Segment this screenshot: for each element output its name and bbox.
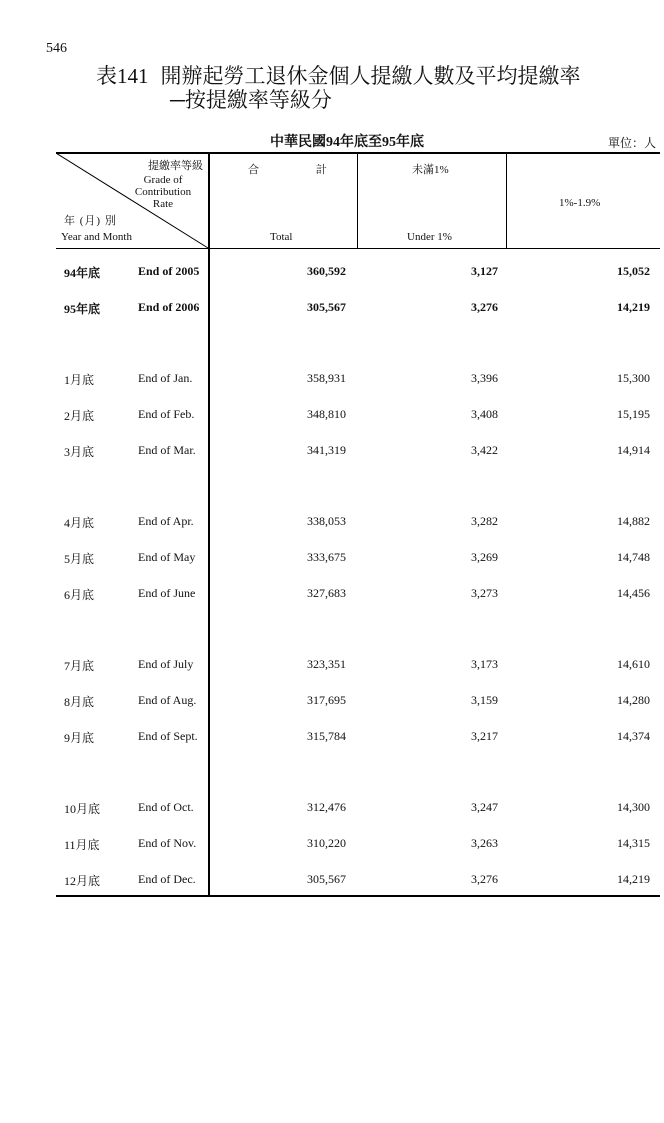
title-main: 開辦起勞工退休金個人提繳人數及平均提繳率 (160, 64, 581, 88)
cell-total: 312,476 (307, 800, 346, 814)
table-title (96, 64, 581, 112)
cell-under-1pct: 3,408 (471, 407, 498, 421)
title-subtitle: ─按提繳率等級分 (170, 88, 332, 112)
cell-1-1.9pct: 14,280 (617, 693, 650, 707)
row-label-zh: 10月底 (64, 802, 101, 816)
row-label-zh: 12月底 (64, 874, 101, 888)
statistics-table (56, 152, 660, 898)
period-caption: 中華民國94年底至95年底 (270, 135, 424, 150)
row-label-en: End of Nov. (138, 836, 197, 850)
cell-total: 305,567 (307, 872, 346, 886)
cell-total: 305,567 (307, 300, 346, 314)
row-label-zh: 5月底 (64, 552, 95, 566)
row-label-zh: 11月底 (64, 838, 100, 852)
cell-1-1.9pct: 14,882 (617, 514, 650, 528)
table-row (56, 371, 660, 389)
table-bottom-rule (56, 895, 660, 897)
table-number: 表141 (96, 64, 149, 88)
cell-under-1pct: 3,269 (471, 550, 498, 564)
cell-1-1.9pct: 14,748 (617, 550, 650, 564)
cell-total: 360,592 (307, 264, 346, 278)
row-label-en: End of Aug. (138, 693, 197, 707)
table-row (56, 443, 660, 461)
table-row (56, 729, 660, 747)
table-row (56, 693, 660, 711)
cell-under-1pct: 3,422 (471, 443, 498, 457)
row-label-zh: 6月底 (64, 588, 95, 602)
header-divider-2 (506, 152, 507, 249)
cell-1-1.9pct: 15,195 (617, 407, 650, 421)
row-label-zh: 4月底 (64, 516, 95, 530)
header-range1-en: 1%-1.9% (559, 197, 601, 209)
header-divider-1 (357, 152, 358, 249)
row-label-zh: 94年底 (64, 266, 101, 280)
cell-under-1pct: 3,273 (471, 586, 498, 600)
cell-under-1pct: 3,263 (471, 836, 498, 850)
cell-1-1.9pct: 14,610 (617, 657, 650, 671)
cell-under-1pct: 3,173 (471, 657, 498, 671)
cell-under-1pct: 3,247 (471, 800, 498, 814)
row-label-en: End of Oct. (138, 800, 194, 814)
table-row (56, 800, 660, 818)
row-label-zh: 3月底 (64, 445, 95, 459)
cell-total: 323,351 (307, 657, 346, 671)
row-label-en: End of Sept. (138, 729, 198, 743)
cell-total: 333,675 (307, 550, 346, 564)
header-year-month-zh: 年 (月) 別 (64, 215, 117, 227)
row-label-zh: 2月底 (64, 409, 95, 423)
row-label-en: End of Apr. (138, 514, 194, 528)
cell-total: 338,053 (307, 514, 346, 528)
row-label-en: End of July (138, 657, 194, 671)
cell-1-1.9pct: 14,315 (617, 836, 650, 850)
cell-under-1pct: 3,396 (471, 371, 498, 385)
cell-total: 317,695 (307, 693, 346, 707)
table-row (56, 264, 660, 282)
row-label-en: End of 2006 (138, 300, 200, 314)
cell-1-1.9pct: 14,456 (617, 586, 650, 600)
cell-1-1.9pct: 14,374 (617, 729, 650, 743)
row-label-en: End of Mar. (138, 443, 196, 457)
page-number: 546 (46, 41, 67, 56)
cell-under-1pct: 3,276 (471, 300, 498, 314)
cell-1-1.9pct: 14,219 (617, 872, 650, 886)
row-label-zh: 7月底 (64, 659, 95, 673)
cell-total: 358,931 (307, 371, 346, 385)
row-label-en: End of Feb. (138, 407, 195, 421)
header-under1-zh: 未滿1% (412, 164, 449, 176)
cell-under-1pct: 3,276 (471, 872, 498, 886)
table-row (56, 550, 660, 568)
header-grade-zh: 提繳率等級 (148, 160, 203, 172)
row-label-en: End of May (138, 550, 196, 564)
cell-under-1pct: 3,159 (471, 693, 498, 707)
cell-1-1.9pct: 14,300 (617, 800, 650, 814)
table-row (56, 300, 660, 318)
table-row (56, 872, 660, 890)
row-label-zh: 95年底 (64, 302, 101, 316)
row-label-zh: 1月底 (64, 373, 95, 387)
cell-1-1.9pct: 15,300 (617, 371, 650, 385)
cell-total: 341,319 (307, 443, 346, 457)
header-year-month-en: Year and Month (61, 231, 132, 243)
row-label-zh: 8月底 (64, 695, 95, 709)
cell-total: 348,810 (307, 407, 346, 421)
table-row (56, 586, 660, 604)
row-label-en: End of Dec. (138, 872, 196, 886)
header-grade-en: Grade of Contribution Rate (134, 174, 192, 210)
table-row (56, 836, 660, 854)
row-label-zh: 9月底 (64, 731, 95, 745)
cell-under-1pct: 3,127 (471, 264, 498, 278)
header-total-zh: 合 計 (248, 164, 327, 176)
header-total-en: Total (270, 231, 293, 243)
cell-total: 310,220 (307, 836, 346, 850)
cell-total: 315,784 (307, 729, 346, 743)
table-row (56, 407, 660, 425)
cell-1-1.9pct: 15,052 (617, 264, 650, 278)
row-label-en: End of June (138, 586, 196, 600)
cell-under-1pct: 3,282 (471, 514, 498, 528)
unit-label: 單位：人 (607, 136, 656, 150)
cell-total: 327,683 (307, 586, 346, 600)
table-row (56, 657, 660, 675)
row-label-en: End of 2005 (138, 264, 200, 278)
row-label-en: End of Jan. (138, 371, 193, 385)
cell-under-1pct: 3,217 (471, 729, 498, 743)
cell-1-1.9pct: 14,219 (617, 300, 650, 314)
cell-1-1.9pct: 14,914 (617, 443, 650, 457)
header-under1-en: Under 1% (407, 231, 452, 243)
table-row (56, 514, 660, 532)
